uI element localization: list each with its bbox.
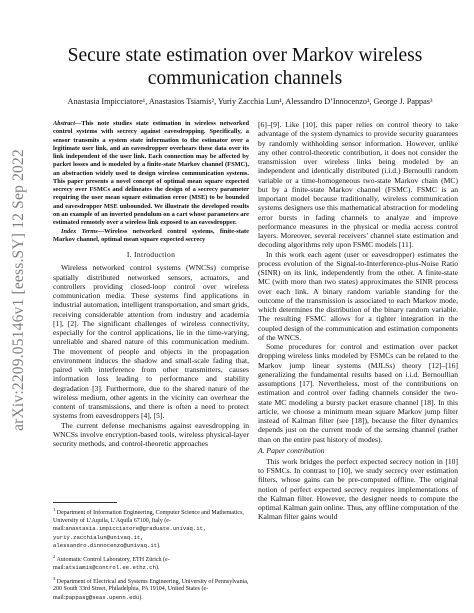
intro-paragraph-2: The current defense mechanisms against eavesdropping in WNCSs involve encryption-based tools, wireless physical-layer security methods, and control-theoretic approaches (53, 420, 249, 448)
email-link[interactable]: anastasia.impicciatore@graduate.univaq.it, yuriy.zacchialun@univaq.it, alessandro.dinnocenzo@univaq.it (53, 525, 207, 549)
author-list: Anastasia Impicciatore¹, Anastasios Tsiamis², Yuriy Zacchia Lun¹, Alessandro D’Innocenzo¹, George J. Pappas³ (67, 97, 433, 106)
abstract-text: —This note studies state estimation in wireless networked control systems with secrecy against eavesdropping. Specifically, a sensor transmits a system state information to the estimator over a legitimate user link, and an eavesdropper overhears these data over its link independent of the user link. Each connection may be affected by packet losses and is modeled by a finite-state Markov channel (FSMC), an abstraction widely used to design wireless communication systems. This paper presents a novel concept of optimal mean square expected secrecy over FSMCs and delineates the design of a secrecy parameter requiring the user mean square estimation error (MSE) to be bounded and eavesdropper MSE unbounded. We illustrate the developed results on an example of an inverted pendulum on a cart whose parameters are estimated remotely over a wireless link exposed to an eavesdropper. (53, 120, 249, 226)
body-paragraph-1: [6]–[9]. Like [10], this paper relies on control theory to take advantage of the system dynamics to provide security guarantees by randomly withholding sensor information. However, unlike any other control-theoretic contribution, it does not consider the transmission over wireless links being modeled by an independent and identically distributed (i.i.d.) Bernoulli random variable or a time-homogeneous two-state Markov chain (MC) but by a finite-state Markov channel (FSMC). FSMC is an important model because traditionally, wireless communication systems designers use this mathematical abstraction for modeling error bursts in fading channels to analyze and improve performance measures in the physical or media access control layers. Moreover, several receivers’ channel state estimation and decoding algorithms rely upon FSMC models [11]. (258, 120, 458, 250)
right-column (258, 120, 458, 522)
body-paragraph-2: In this work each agent (user or eavesdropper) estimates the process evolution of the Signal-to-Interference-plus-Noise Ratio (SINR) on its link, independently from the other. A finite-state MC (with more than two states) approximates the SINR process over each link. A binary random variable standing for the outcome of the transmission is associated to each Markov mode, which determines the distribution of the binary random variable. The resulting FSMC allows for a tighter integration in the coupled design of the communication and estimation components of the WNCS. (258, 249, 458, 342)
index-terms (53, 228, 249, 245)
paper-title: Secure state estimation over Markov wireless communication channels (67, 45, 423, 89)
left-column (53, 120, 249, 448)
arxiv-identifier-text: arXiv:2209.05146v1 [eess.SY] 12 Sep 2022 (10, 149, 27, 431)
arxiv-identifier-stamp[interactable] (4, 120, 34, 460)
index-terms-text: —Wireless networked control systems, finite-state Markov channel, optimal mean square expected secrecy (53, 227, 249, 243)
footnote-divider (53, 502, 117, 503)
email-link[interactable]: pappasg@seas.upenn.edu (65, 593, 140, 601)
footnote-affiliation-3: $^3$ Department of Electrical and Systems Engineering, University of Pennsylvania, 200 South 33rd Street, Philadelphia, PA 19104, United States (e-mail:pappasg@seas.upenn.edu). (53, 575, 249, 601)
intro-paragraph-1: Wireless networked control systems (WNCSs) comprise spatially distributed networked sensors, actuators, and controllers providing closed-loop control over wireless communication media. These systems find applications in industrial automation, intelligent transportation, and smart grids, receiving considerable attention from industry and academia [1], [2]. The significant challenges of wireless connectivity, especially for the control applications, lie in the time-varying, unreliable and shared nature of this communication medium. The movement of people and objects in the propagation environment induces the shadow and small-scale fading that, paired with interference from other transmitters, causes information loss leading to performance and stability degradation [3]. Furthermore, due to the shared nature of the wireless medium, other agents in the vicinity can overhear the content of transmissions, and there is often a need to protect systems from eavesdroppers [4], [5]. (53, 263, 249, 421)
contribution-paragraph-1: This work bridges the perfect expected secrecy notion in [10] to FSMCs. In contrast to [10], we study secrecy over estimation filters, whose gains can be pre-computed offline. The original notion of perfect expected secrecy requires implementations of the Kalman filter. However, the designer needs to compute the optimal Kalman gain online. Thus, any offline computation of the Kalman filter gains would (258, 456, 458, 522)
email-link[interactable]: atsiamis@control.ee.ethz.ch (65, 564, 156, 571)
footnote-affiliation-1: $^1$ Department of Information Engineering, Computer Science and Mathematics, University of L’Aquila, L’Aquila 67100, Italy (e-mail:anastasia.impicciatore@graduate.univaq.it, yuriy.zacchialun@univaq.it, alessandro.dinnocenzo@univaq.it). (53, 507, 244, 549)
subsection-heading-contribution: A. Paper contribution (258, 445, 325, 455)
section-heading-introduction: I. Introduction (126, 250, 176, 260)
body-paragraph-3: Some procedures for control and estimation over packet dropping wireless links modeled by FSMCs can be related to the Markov jump linear systems (MJLSs) theory [12]–[16] generalizing the fundamental results based on i.i.d. Bernoullian assumptions [17]. Nevertheless, most of the contributions on estimation and control over fading channels consider the two-state MC modeling a bursty packet erasure channel [18]. In this article, we choose a minimum mean square Markov jump filter instead of Kalman filter (see [18]), because the filter dynamics depends just on the current mode of the sensing channel (rather than on the entire past history of modes). (258, 342, 458, 444)
abstract (53, 120, 249, 227)
footnote-affiliation-2: $^2$ Automatic Control Laboratory, ETH Zürich (e-mail:atsiamis@control.ee.ethz.ch). (53, 553, 170, 571)
footnotes (53, 502, 249, 604)
index-terms-lead: Index Terms (61, 227, 98, 235)
abstract-lead: Abstract (53, 120, 76, 127)
